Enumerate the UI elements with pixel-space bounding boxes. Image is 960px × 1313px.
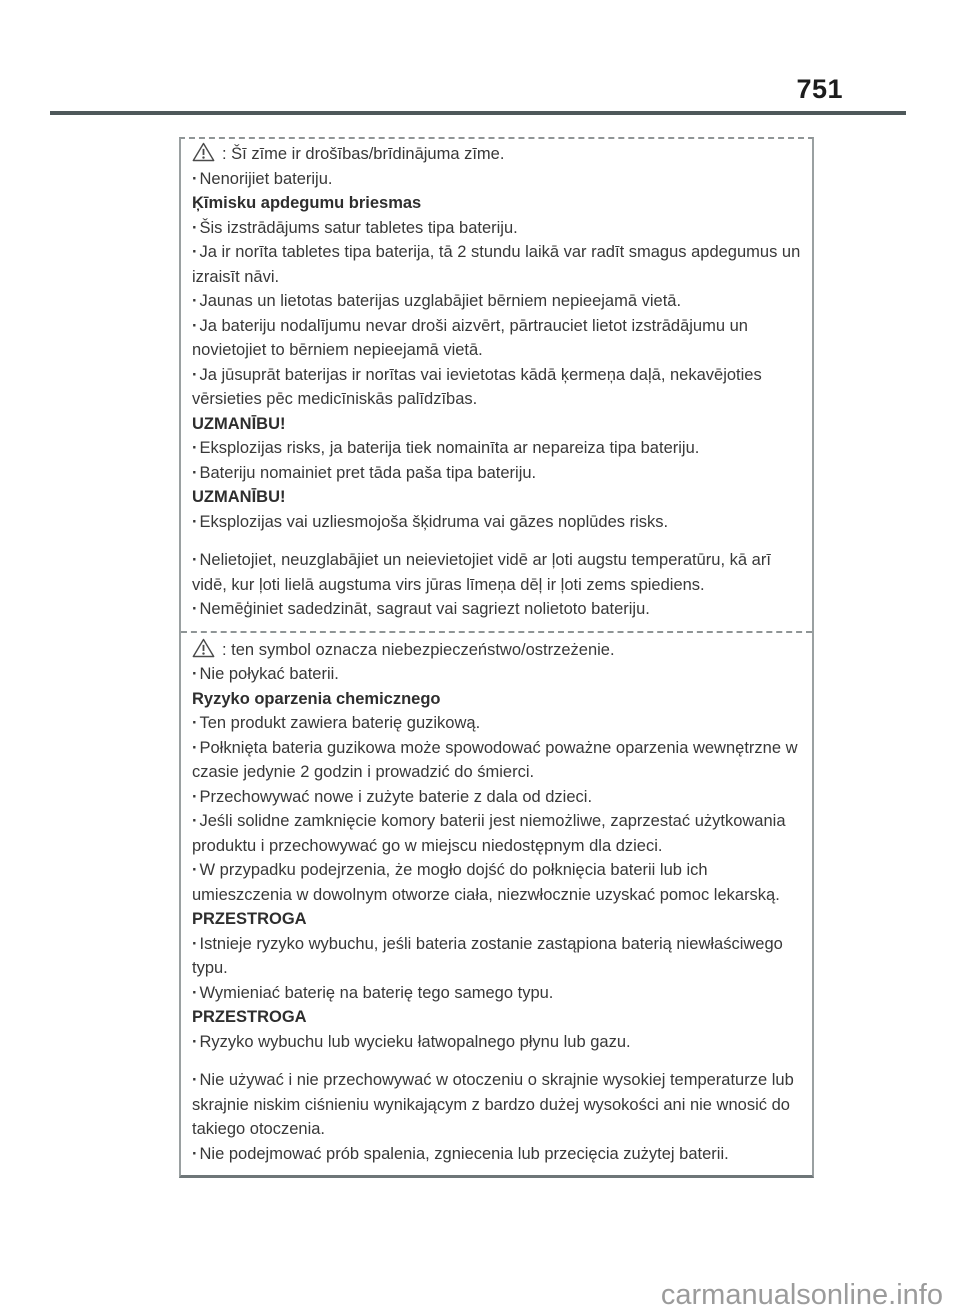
warning-line (192, 981, 802, 1006)
warning-text: Ten produkt zawiera baterię guzikową. (199, 714, 481, 732)
warning-text: Jaunas un lietotas baterijas uzglabājiet bērniem nepieejamā vietā. (199, 292, 682, 310)
warning-text: Ja bateriju nodalījumu nevar droši aizvērt, pārtrauciet lietot izstrādājumu un novietojiet to bērniem nepieejamā vietā. (192, 316, 748, 359)
warning-text: Przechowywać nowe i zużyte baterie z dala od dzieci. (199, 787, 593, 806)
bullet-marker: · (192, 243, 198, 261)
warning-line (192, 711, 802, 736)
warning-heading (192, 191, 802, 216)
warning-line (192, 216, 802, 241)
bullet-marker: · (192, 512, 198, 531)
warning-text: Jeśli solidne zamknięcie komory baterii jest niemożliwe, zaprzestać użytkowania produktu i przechowywać go w miejscu niedostępnym dla dzieci. (192, 812, 786, 855)
warning-line (192, 548, 802, 597)
warning-triangle-icon (192, 142, 215, 167)
section-divider (181, 631, 812, 633)
bullet-marker: · (192, 169, 198, 188)
warning-line (192, 1142, 802, 1167)
warning-text: Wymieniać baterię na baterię tego samego typu. (199, 983, 554, 1002)
warning-text: : Šī zīme ir drošības/brīdinājuma zīme. (222, 145, 505, 163)
warning-section-latvian (192, 142, 802, 622)
warning-text: Nelietojiet, neuzglabājiet un neievietojiet vidē ar ļoti augstu temperatūru, kā arī vidē, kur ļoti lielā augstuma virs jūras līmeņa dēļ ir ļoti zems spiediens. (192, 551, 771, 594)
bullet-marker: · (192, 1144, 198, 1163)
warning-text: Nenorijiet bateriju. (199, 169, 333, 188)
warning-triangle-icon (192, 638, 215, 663)
warning-line (192, 809, 802, 858)
warning-line (192, 1068, 802, 1142)
warning-text: W przypadku podejrzenia, że mogło dojść do połknięcia baterii lub ich umieszczenia w dowolnym otworze ciała, niezwłocznie uzyskać pomoc lekarską. (192, 861, 780, 904)
warning-text: Bateriju nomainiet pret tāda paša tipa bateriju. (199, 463, 537, 482)
warning-line (192, 785, 802, 810)
warning-heading (192, 907, 802, 932)
bullet-marker: · (192, 738, 198, 757)
warning-line (192, 461, 802, 486)
warning-line (192, 858, 802, 907)
warning-line (192, 436, 802, 461)
bullet-marker: · (192, 600, 198, 618)
warning-text: Nie używać i nie przechowywać w otoczeniu o skrajnie wysokiej temperaturze lub skrajnie niskim ciśnieniu wynikającym z bardzo dużej wysokości ani nie wnosić do takiego otoczenia. (192, 1071, 794, 1138)
bullet-marker: · (192, 439, 198, 457)
warning-text: Eksplozijas risks, ja baterija tiek nomainīta ar nepareiza tipa bateriju. (199, 439, 700, 457)
bullet-marker: · (192, 316, 198, 335)
warning-line (192, 932, 802, 981)
bullet-marker: · (192, 934, 198, 953)
warning-heading (192, 485, 802, 510)
warning-heading (192, 412, 802, 437)
warning-line (192, 363, 802, 412)
warning-line (192, 662, 802, 687)
bullet-marker: · (192, 365, 198, 384)
warning-text: Ryzyko oparzenia chemicznego (192, 689, 441, 708)
warning-text: PRZESTROGA (192, 1008, 307, 1026)
bullet-marker: · (192, 861, 198, 879)
warning-text: Ryzyko wybuchu lub wycieku łatwopalnego płynu lub gazu. (199, 1032, 631, 1051)
warning-line (192, 314, 802, 363)
bullet-marker: · (192, 551, 198, 569)
warning-line (192, 597, 802, 622)
warning-line (192, 736, 802, 785)
warning-text: Ķīmisku apdegumu briesmas (192, 194, 422, 212)
bullet-marker: · (192, 292, 198, 310)
bullet-marker: · (192, 218, 198, 237)
warning-text: PRZESTROGA (192, 910, 307, 928)
header-rule (50, 111, 906, 115)
warning-line (192, 638, 802, 663)
battery-warning-box (179, 137, 814, 1178)
warning-text: Nemēģiniet sadedzināt, sagraut vai sagriezt nolietoto bateriju. (199, 600, 650, 618)
warning-text: Połknięta bateria guzikowa może spowodować poważne oparzenia wewnętrzne w czasie jedynie 2 godzin i prowadzić do śmierci. (192, 738, 798, 781)
warning-text: : ten symbol oznacza niebezpieczeństwo/ostrzeżenie. (222, 640, 615, 659)
warning-text: Ja jūsuprāt baterijas ir norītas vai ievietotas kādā ķermeņa daļā, nekavējoties vērsieties pēc medicīniskās palīdzības. (192, 365, 762, 408)
warning-line (192, 167, 802, 192)
warning-text: Nie podejmować prób spalenia, zgniecenia lub przecięcia zużytej baterii. (199, 1144, 729, 1163)
warning-heading (192, 687, 802, 712)
warning-text: UZMANĪBU! (192, 488, 286, 506)
warning-text: Šis izstrādājums satur tabletes tipa bateriju. (199, 218, 518, 237)
bullet-marker: · (192, 787, 198, 806)
warning-text: Istnieje ryzyko wybuchu, jeśli bateria zostanie zastąpiona baterią niewłaściwego typu. (192, 934, 783, 977)
bullet-marker: · (192, 714, 198, 732)
bullet-marker: · (192, 983, 198, 1002)
warning-line (192, 289, 802, 314)
warning-section-polish (192, 638, 802, 1167)
bullet-marker: · (192, 812, 198, 830)
warning-line (192, 240, 802, 289)
warning-heading (192, 1005, 802, 1030)
bullet-marker: · (192, 1032, 198, 1051)
warning-line (192, 1030, 802, 1055)
bullet-marker: · (192, 463, 198, 482)
warning-text: UZMANĪBU! (192, 414, 286, 433)
warning-text: Ja ir norīta tabletes tipa baterija, tā 2 stundu laikā var radīt smagus apdegumus un izraisīt nāvi. (192, 243, 801, 286)
watermark-text: carmanualsonline.info (660, 1279, 943, 1311)
warning-text: Eksplozijas vai uzliesmojoša šķidruma vai gāzes noplūdes risks. (199, 512, 669, 531)
warning-line (192, 510, 802, 535)
warning-line (192, 142, 802, 167)
bullet-marker: · (192, 665, 198, 683)
page-number: 751 (796, 74, 843, 104)
bullet-marker: · (192, 1071, 198, 1089)
warning-text: Nie połykać baterii. (199, 665, 339, 683)
